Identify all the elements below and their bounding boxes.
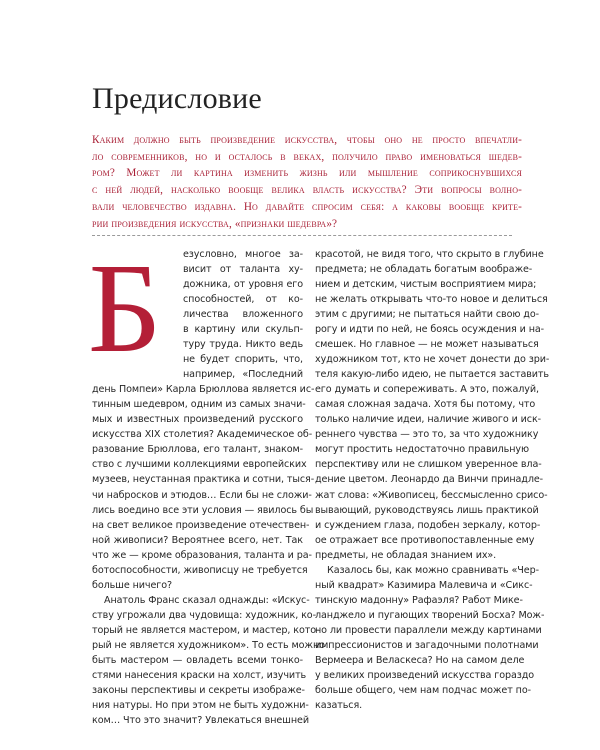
- text-line: дение цветом. Леонардо да Винчи принадле-: [315, 474, 544, 486]
- text-line: рый не является художником». То есть можно: [92, 639, 325, 651]
- left-text-column: [0, 247, 325, 728]
- text-line: его думать и сопереживать. А это, пожалуй,: [315, 384, 539, 396]
- drop-cap: Б: [88, 237, 162, 379]
- lead-line: Каким должно быть произведение искусства, чтобы оно не просто впечатли-: [92, 134, 522, 146]
- text-line: висит от таланта ху-: [183, 264, 303, 276]
- text-line: день Помпеи» Карла Брюллова является ис-: [92, 384, 315, 396]
- text-line: ство с лучшими коллекциями европейских: [92, 459, 307, 471]
- text-line: не желать открывать что-то новое и делиться: [315, 294, 548, 306]
- page-title: Предисловие: [92, 82, 262, 115]
- text-line: Казалось бы, как можно сравнивать «Чер-: [327, 564, 539, 576]
- text-line: художником тот, кто не хочет донести до зри-: [315, 354, 550, 366]
- text-line: перспективу или не слишком уверенное вла-: [315, 459, 542, 471]
- text-line: мых и известных произведений русского: [92, 414, 303, 426]
- text-line: жат слова: «Живописец, бессмысленно срисо-: [315, 489, 548, 501]
- text-line: Вермеера и Веласкеса? Но на самом деле: [315, 654, 525, 666]
- text-line: личества вложенного: [183, 309, 303, 321]
- lead-paragraph: [92, 132, 522, 232]
- text-line: у великих произведений искусства гораздо: [315, 669, 535, 681]
- text-line: рогу и идти по ней, не боясь осуждения и на-: [315, 324, 545, 336]
- text-line: предмета; не обладать богатым воображе-: [315, 264, 533, 276]
- text-line: импрессионистов и загадочными полотнами: [315, 639, 539, 651]
- text-line: музеев, неустанная практика и сотни, тыся-: [92, 474, 315, 486]
- section-divider: [92, 235, 512, 236]
- text-line: ое отражает все противопоставленные ему: [315, 534, 535, 546]
- text-line: быть мастером — овладеть всеми тонко-: [92, 654, 303, 666]
- text-line: тинным шедевром, одним из самых значи-: [92, 399, 306, 411]
- text-line: ком… Что это значит? Увлекаться внешней: [92, 714, 309, 726]
- lead-line: вали человечество издавна. Но давайте спросим себя: а каковы вообще крите-: [92, 200, 522, 213]
- lead-line: с ней людей, насколько вообще велика власть искусства? Эти вопросы волно-: [92, 184, 522, 197]
- text-line: этим с другими; не пытаться найти свою до-: [315, 309, 539, 321]
- text-line: законы перспективы и секреты изображе-: [92, 684, 305, 696]
- text-line: тинскую мадонну» Рафаэля? Работ Мике-: [315, 594, 523, 606]
- text-line: например, «Последний: [183, 369, 303, 381]
- text-line: способностей, от ко-: [183, 294, 303, 306]
- text-line: торый не является мастером, и мастер, кото-: [92, 624, 320, 636]
- text-line: могут простить недостаточно правильную: [315, 444, 529, 456]
- text-line: ству угрожали два чудовища: художник, ко-: [92, 609, 316, 621]
- text-line: смешек. Но главное — не может называться: [315, 339, 539, 351]
- lead-line: ром? Может ли картина изменить жизнь или мышление соприкоснувшихся: [92, 167, 522, 180]
- text-line: что же — кроме образования, таланта и ра-: [92, 549, 312, 561]
- text-line: только наличие идеи, наличие живого и иск-: [315, 414, 542, 426]
- text-line: ния натуры. Но при этом не быть художни-: [92, 699, 309, 711]
- text-line: реннего чувства — это то, за что художнику: [315, 429, 539, 441]
- lead-line: ло современников, но и осталось в веках, получило право именоваться шедев-: [92, 150, 522, 163]
- text-line: не будет спорить, что,: [183, 354, 303, 366]
- text-line: разование Брюллова, его талант, знаком-: [92, 444, 303, 456]
- text-line: лись воедино все эти условия — явилось бы: [92, 504, 314, 516]
- text-line: теля какую-либо идею, не пытается заставить: [315, 369, 549, 381]
- text-line: и суждением глаза, подобен зеркалу, котор-: [315, 519, 541, 531]
- text-line: ботоспособности, живописцу не требуется: [92, 564, 308, 576]
- text-line: нием и детским, чистым восприятием мира;: [315, 279, 537, 291]
- right-text-column: [315, 247, 550, 713]
- text-line: больше ничего?: [92, 579, 172, 591]
- text-line: туру труда. Никто ведь: [183, 339, 303, 351]
- text-line: дожника, от уровня его: [183, 279, 303, 291]
- text-line: искусства XIX столетия? Академическое об-: [92, 429, 313, 441]
- text-line: предметы, не обладая знанием их».: [315, 549, 497, 561]
- text-line: ный квадрат» Казимира Малевича и «Сикс-: [315, 579, 533, 591]
- text-line: езусловно, многое за-: [183, 249, 303, 260]
- text-line: казаться.: [315, 699, 363, 711]
- text-line: Анатоль Франс сказал однажды: «Искус-: [104, 594, 310, 606]
- text-line: но ли провести параллели между картинами: [315, 624, 542, 636]
- text-line: красотой, не видя того, что скрыто в глубине: [315, 249, 544, 260]
- text-line: на свет великое произведение отечествен-: [92, 519, 310, 531]
- text-line: ной живописи? Вероятнее всего, нет. Так: [92, 534, 303, 546]
- text-line: чи набросков и этюдов… Если бы не сложи-: [92, 489, 312, 501]
- text-line: стями нанесения краски на холст, изучить: [92, 669, 307, 681]
- text-line: самая сложная задача. Хотя бы потому, что: [315, 399, 536, 411]
- text-line: вывающий, руководствуясь лишь практикой: [315, 504, 539, 516]
- text-line: ланджело и пугающих творений Босха? Мож-: [315, 609, 545, 621]
- lead-line: рии произведения искусства, «признаки шедевра»?: [92, 217, 338, 230]
- text-line: в картину или скульп-: [183, 324, 303, 336]
- text-line: больше общего, чем нам подчас может по-: [315, 684, 531, 696]
